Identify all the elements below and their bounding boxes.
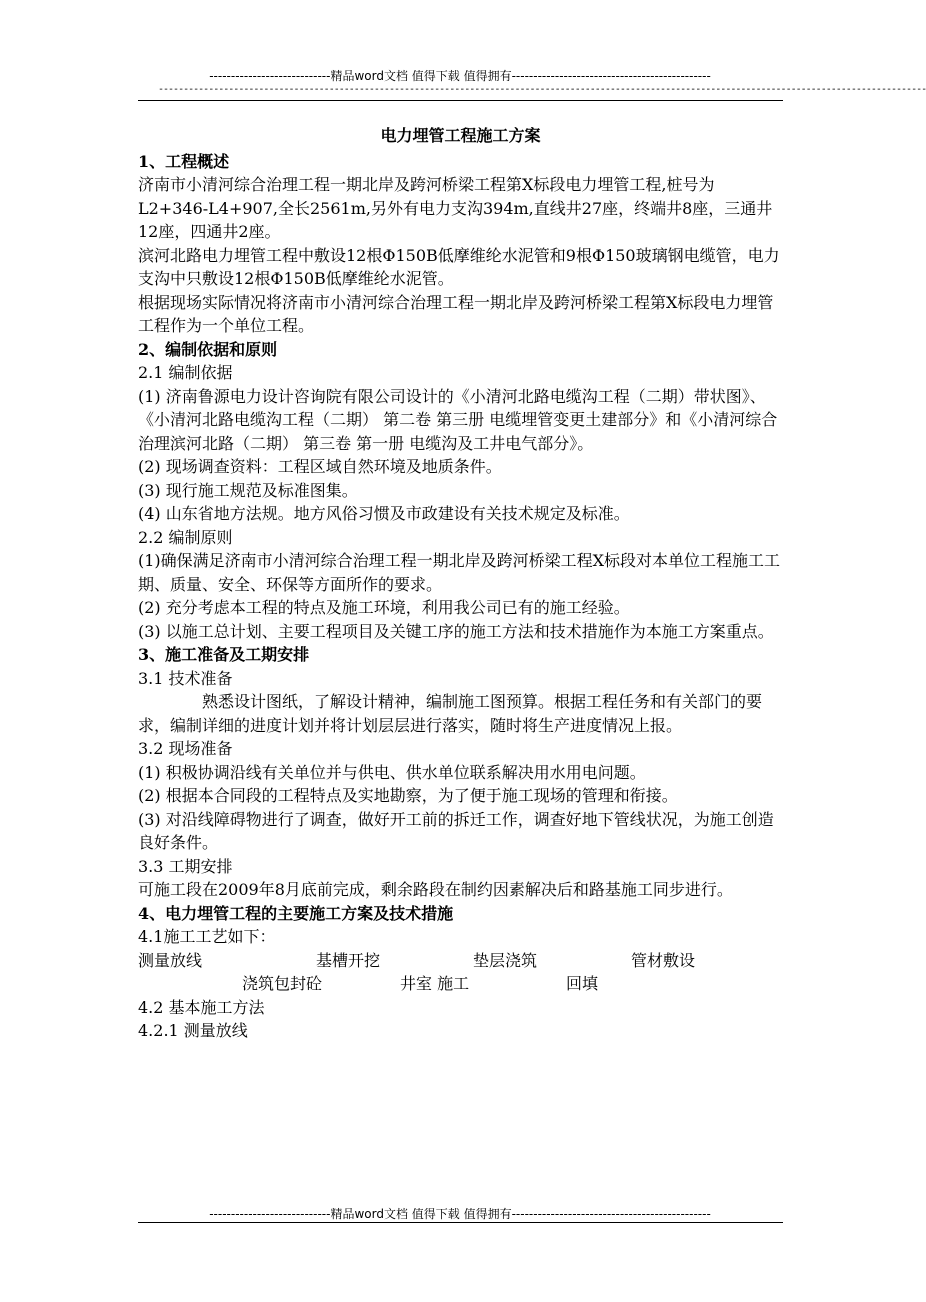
flow-step: 井室 施工	[400, 974, 470, 993]
section-3-heading: 3、施工准备及工期安排	[138, 645, 310, 664]
footer-rule	[138, 1222, 783, 1223]
subsection-heading: 3.2 现场准备	[138, 739, 233, 758]
paragraph: 济南市小清河综合治理工程一期北岸及跨河桥梁工程第X标段电力埋管工程,桩号为L2+346-L4+907,全长2561m,另外有电力支沟394m,直线井27座，终端井8座，三通井12座，四通井2座。	[138, 175, 773, 241]
list-item: (1)确保满足济南市小清河综合治理工程一期北岸及跨河桥梁工程X标段对本单位工程施工工期、质量、安全、环保等方面所作的要求。	[138, 551, 781, 594]
list-item: (2) 根据本合同段的工程特点及实地勘察，为了便于施工现场的管理和衔接。	[138, 786, 678, 805]
list-item: (2) 现场调查资料：工程区域自然环境及地质条件。	[138, 457, 502, 476]
paragraph: 滨河北路电力埋管工程中敷设12根Φ150B低摩维纶水泥管和9根Φ150玻璃钢电缆管，电力支沟中只敷设12根Φ150B低摩维纶水泥管。	[138, 245, 780, 288]
flow-step: 浇筑包封砼	[242, 974, 323, 993]
page-footer: ----------------------------精品word文档 值得下载 值得拥有----------------------------------------------	[209, 1207, 711, 1221]
list-item: (1) 积极协调沿线有关单位并与供电、供水单位联系解决用水用电问题。	[138, 762, 646, 782]
list-item: (1) 济南鲁源电力设计咨询院有限公司设计的《小清河北路电缆沟工程（二期）带状图》、《小清河北路电缆沟工程（二期） 第二卷 第三册 电缆埋管变更土建部分》和《小清河综合治理滨河北路（二期） 第三卷 第一册 电缆沟及工井电气部分》。	[138, 386, 778, 453]
header-rule	[138, 100, 783, 101]
header-dashed-line: ---------------------------------------------------------------------------------------------------------------------------------------------------------	[158, 84, 926, 95]
flow-step: 回填	[566, 974, 599, 993]
paragraph: 根据现场实际情况将济南市小清河综合治理工程一期北岸及跨河桥梁工程第X标段电力埋管工程作为一个单位工程。	[138, 292, 774, 335]
flow-step: 管材敷设	[631, 950, 696, 970]
subsection-heading: 4.2.1 测量放线	[138, 1021, 248, 1040]
process-flow-row-1	[138, 949, 783, 973]
page-header: ----------------------------精品word文档 值得下载 值得拥有----------------------------------------------	[209, 69, 711, 83]
flow-step: 垫层浇筑	[473, 950, 538, 970]
subsection-heading: 4.1施工工艺如下：	[138, 927, 276, 946]
section-1-heading: 1、工程概述	[138, 151, 230, 171]
paragraph: 熟悉设计图纸，了解设计精神，编制施工图预算。根据工程任务和有关部门的要求，编制详细的进度计划并将计划层层进行落实，随时将生产进度情况上报。	[138, 692, 763, 735]
subsection-heading: 3.1 技术准备	[138, 668, 233, 688]
list-item: (3) 以施工总计划、主要工程项目及关键工序的施工方法和技术措施作为本施工方案重点。	[138, 621, 774, 641]
list-item: (3) 对沿线障碍物进行了调查，做好开工前的拆迁工作，调查好地下管线状况，为施工创造良好条件。	[138, 809, 774, 852]
subsection-heading: 3.3 工期安排	[138, 856, 233, 876]
subsection-heading: 2.1 编制依据	[138, 363, 233, 382]
subsection-heading: 2.2 编制原则	[138, 527, 233, 547]
flow-step: 测量放线	[138, 950, 203, 970]
document-title: 电力埋管工程施工方案	[380, 126, 541, 145]
list-item: (3) 现行施工规范及标准图集。	[138, 480, 358, 500]
paragraph: 可施工段在2009年8月底前完成，剩余路段在制约因素解决后和路基施工同步进行。	[138, 880, 733, 899]
list-item: (2) 充分考虑本工程的特点及施工环境，利用我公司已有的施工经验。	[138, 598, 630, 617]
document-body	[138, 124, 783, 1043]
flow-step: 基槽开挖	[316, 950, 381, 970]
section-2-heading: 2、编制依据和原则	[138, 339, 278, 359]
section-4-heading: 4、电力埋管工程的主要施工方案及技术措施	[138, 903, 454, 923]
list-item: (4) 山东省地方法规。地方风俗习惯及市政建设有关技术规定及标准。	[138, 504, 630, 523]
process-flow-row-2	[138, 972, 783, 996]
subsection-heading: 4.2 基本施工方法	[138, 997, 265, 1017]
